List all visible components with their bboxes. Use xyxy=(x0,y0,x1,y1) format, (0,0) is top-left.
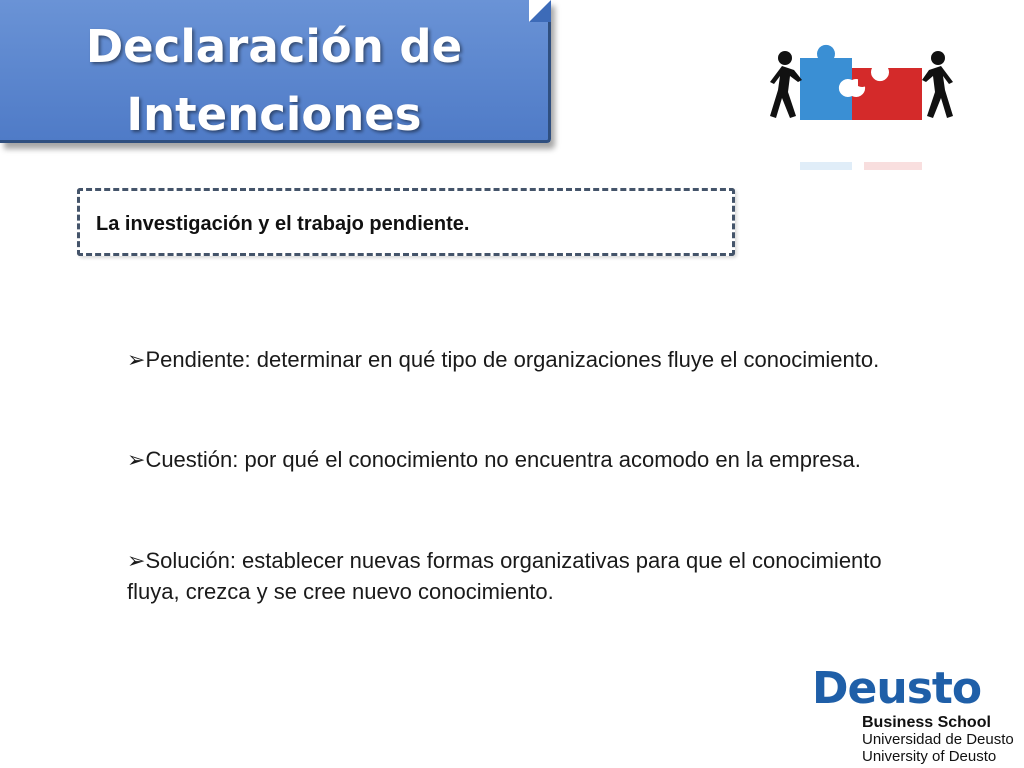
slide-title-line-1: Declaración de xyxy=(85,20,463,73)
arrow-bullet-icon: ➢ xyxy=(127,548,146,573)
puzzle-people-icon xyxy=(752,40,982,170)
bullet-text: Solución: establecer nuevas formas organizativas para que el conocimiento fluya, crezca y se cree nuevo conocimiento. xyxy=(127,548,882,604)
bullet-item xyxy=(127,545,927,607)
subtitle-text: La investigación y el trabajo pendiente. xyxy=(96,213,470,235)
bullet-text: Cuestión: por qué el conocimiento no encuentra acomodo en la empresa. xyxy=(145,447,861,472)
bullet-text: Pendiente: determinar en qué tipo de organizaciones fluye el conocimiento. xyxy=(145,347,880,372)
logo-universidad: Universidad de Deusto xyxy=(862,731,1014,748)
title-banner xyxy=(0,0,551,143)
bullet-item xyxy=(127,344,927,375)
arrow-bullet-icon: ➢ xyxy=(127,347,146,372)
subtitle-box xyxy=(77,188,735,256)
logo-wordmark: Deusto xyxy=(812,663,982,714)
logo-business-school: Business School xyxy=(862,714,991,731)
logo-university: University of Deusto xyxy=(862,748,997,765)
arrow-bullet-icon: ➢ xyxy=(127,447,146,472)
slide-title-line-2: Intenciones xyxy=(126,88,422,141)
bullet-item xyxy=(127,444,927,475)
deusto-logo xyxy=(810,660,1024,768)
